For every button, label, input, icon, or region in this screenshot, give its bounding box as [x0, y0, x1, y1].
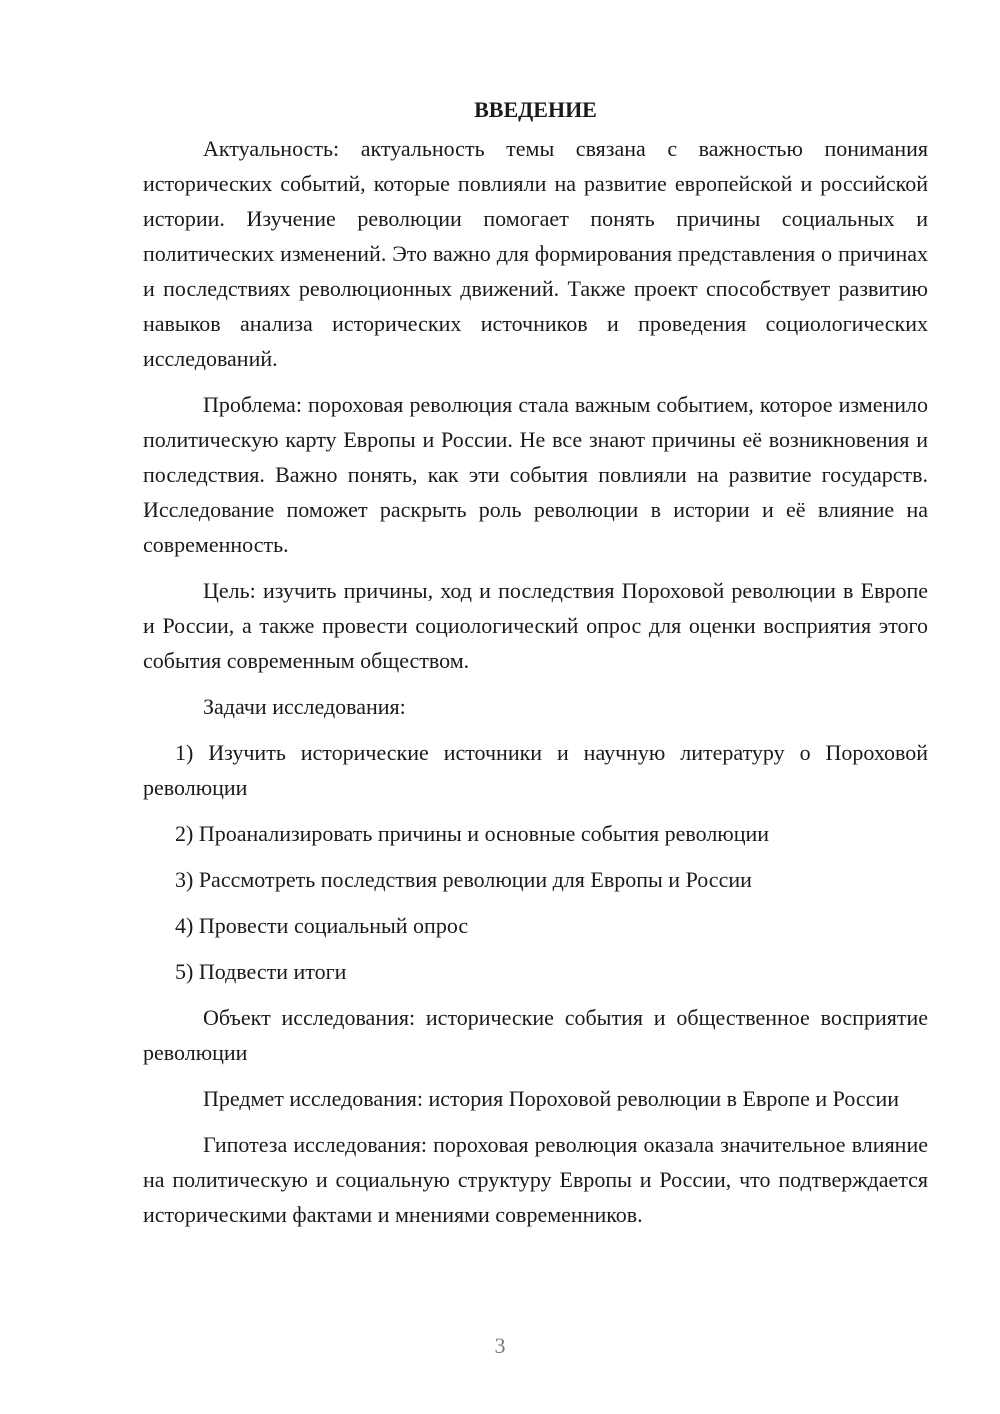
relevance-paragraph: Актуальность: актуальность темы связана с важностью понимания исторических событий, которые повлияли на развитие европейской и российской истории. Изучение революции помогает понять причины социальных и политических изменений. Это важно для формирования представления о причинах и последствиях революционных движений. Также проект способствует развитию навыков анализа исторических источников и проведения социологических исследований. [143, 136, 928, 371]
task-item: 5) Подвести итоги [175, 959, 347, 984]
document-page [143, 92, 928, 1232]
task-item: 3) Рассмотреть последствия революции для Европы и России [175, 867, 752, 892]
tasks-heading: Задачи исследования: [203, 694, 406, 719]
subject-paragraph: Предмет исследования: история Пороховой революции в Европе и России [203, 1086, 899, 1111]
page-number: 3 [494, 1333, 506, 1358]
task-item: 4) Провести социальный опрос [175, 913, 469, 938]
page-title: ВВЕДЕНИЕ [474, 97, 597, 122]
object-paragraph: Объект исследования: исторические события и общественное восприятие революции [143, 1005, 928, 1065]
task-item: 2) Проанализировать причины и основные события революции [175, 821, 770, 846]
hypothesis-paragraph: Гипотеза исследования: пороховая революция оказала значительное влияние на политическую и социальную структуру Европы и России, что подтверждается историческими фактами и мнениями современников. [143, 1132, 928, 1227]
goal-paragraph: Цель: изучить причины, ход и последствия Пороховой революции в Европе и России, а также провести социологический опрос для оценки восприятия этого события современным обществом. [143, 578, 928, 673]
task-item: 1) Изучить исторические источники и научную литературу о Пороховой революции [143, 740, 928, 800]
problem-paragraph: Проблема: пороховая революция стала важным событием, которое изменило политическую карту Европы и России. Не все знают причины её возникновения и последствия. Важно понять, как эти события повлияли на развитие государств. Исследование поможет раскрыть роль революции в истории и её влияние на современность. [143, 392, 928, 557]
